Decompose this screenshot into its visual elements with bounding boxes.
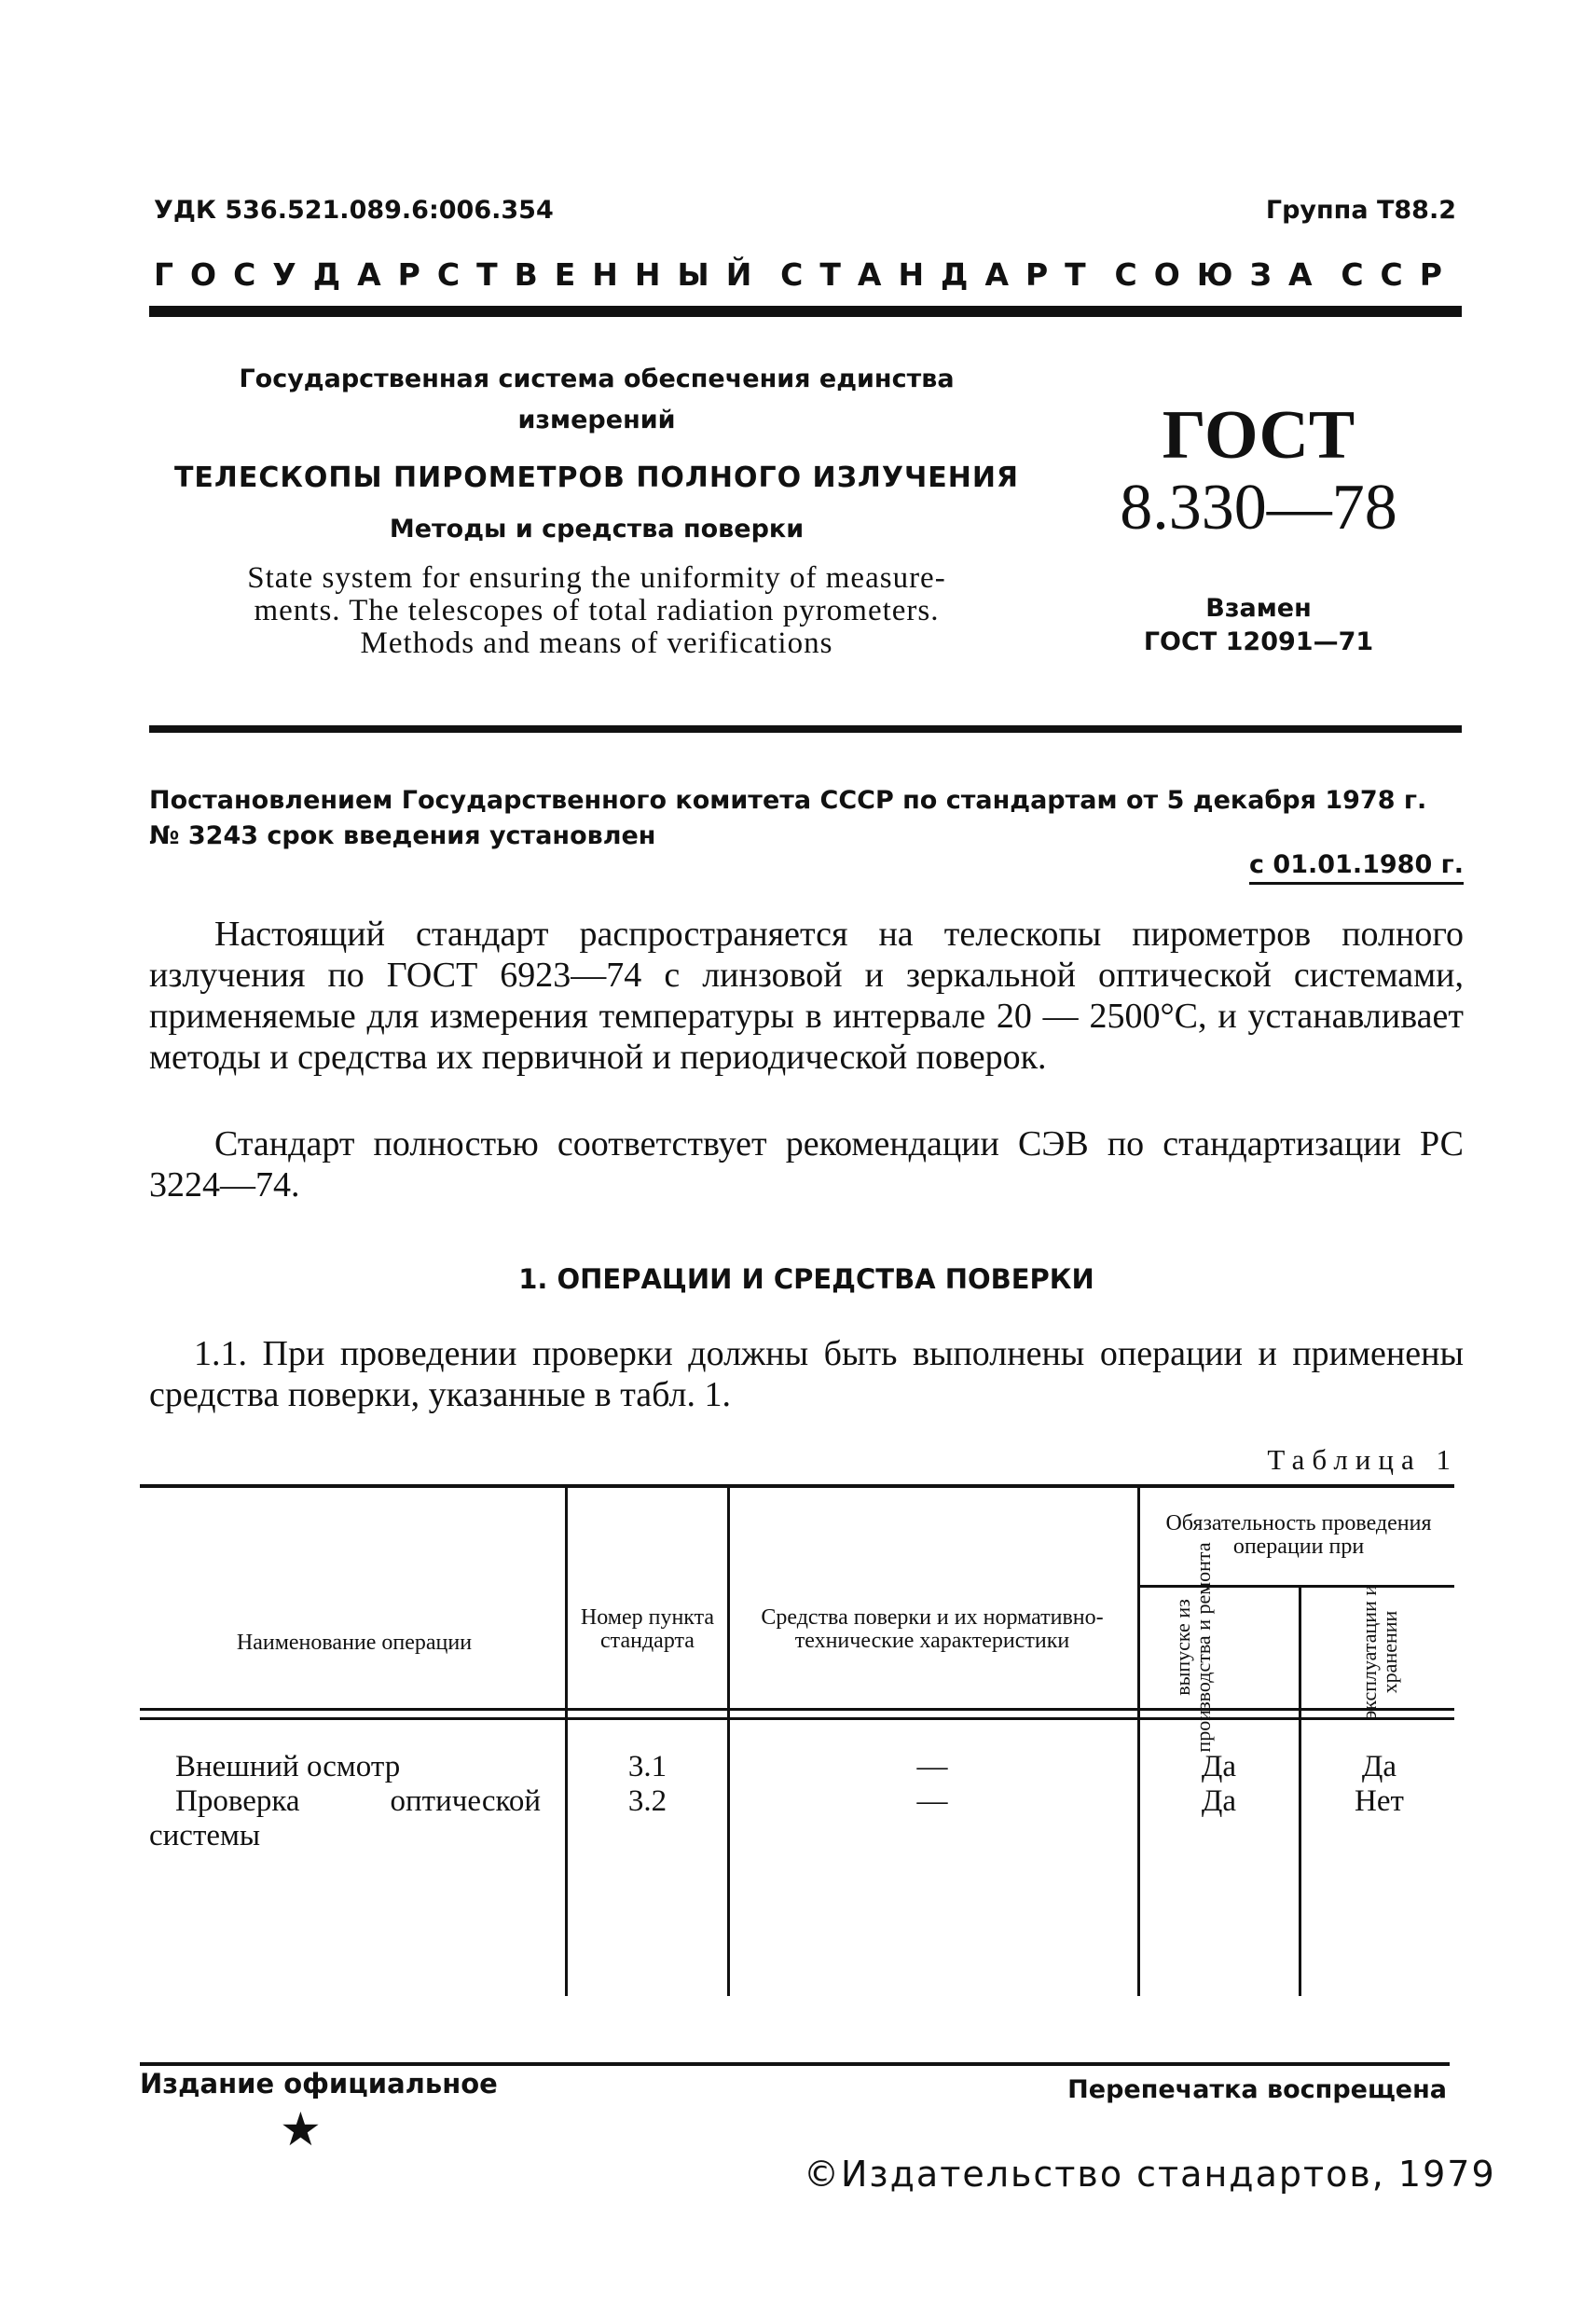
system-title [149,359,1044,441]
title-block [149,359,1044,660]
banner-word-2: СТАНДАРТ [780,256,1103,293]
section-heading: 1. ОПЕРАЦИИ И СРЕДСТВА ПОВЕРКИ [518,1263,1094,1295]
star-icon: ★ [280,2102,322,2156]
gost-number: 8.330—78 [1120,472,1397,544]
english-title-line-2: ments. The telescopes of total radiation pyrometers. [254,594,940,627]
system-title-line-1: Государственная система обеспечения единства [239,365,955,393]
row-2-item: 3.2 [627,1784,667,1818]
gost-label: ГОСТ [1162,397,1355,474]
table-col-divider-4 [1299,1588,1301,1996]
banner-word-4: ССР [1341,256,1459,293]
methods-title: Методы и средства поверки [389,515,805,544]
paragraph-1-1: 1.1. При проведении проверки должны быть выполнены операции и применены средства поверки, указанные в табл. 1. [149,1334,1464,1414]
row-1-means: — [916,1750,948,1783]
group-code: Группа Т88.2 [1265,196,1456,225]
banner-word-3: СОЮЗА [1114,256,1329,293]
row-1-release: Да [1201,1750,1237,1783]
header-operation-storage: эксплуатации и хранении [1357,1584,1401,1720]
publisher-copyright: ©Издательство стандартов, 1979 [804,2154,1496,2195]
edition-note: Издание официальное [140,2068,498,2100]
row-2-storage: Нет [1355,1784,1404,1818]
header-means: Средства поверки и их нормативно-технические характеристики [761,1605,1104,1653]
title-rule [149,725,1462,733]
header-release: выпуске из производства и ремонта [1171,1542,1215,1753]
header-rule [149,306,1462,317]
row-2-means: — [916,1784,948,1818]
paragraph-scope: Настоящий стандарт распространяется на телескопы пирометров полного излучения по ГОСТ 6923—74 с линзовой и зеркальной оптической системами, применяемые для измерения температуры в интервале 20 — 2500°С, и устанавливает методы и средства их первичной и периодической поверок. [149,915,1464,1077]
row-2-operation: Проверка оптической системы [149,1784,541,1852]
header-operation: Наименование операции [236,1631,473,1655]
system-title-line-2: измерений [517,406,676,434]
product-title: ТЕЛЕСКОПЫ ПИРОМЕТРОВ ПОЛНОГО ИЗЛУЧЕНИЯ [173,461,1020,494]
paragraph-compliance: Стандарт полностью соответствует рекомендации СЭВ по стандартизации РС 3224—74. [149,1124,1464,1205]
banner-word-1: ГОСУДАРСТВЕННЫЙ [154,256,769,293]
udk-code: УДК 536.521.089.6:006.354 [154,196,554,225]
table-col-divider-3 [1137,1488,1140,1996]
header-item-number: Номер пункта стандарта [580,1605,715,1653]
replaces-number: ГОСТ 12091—71 [1143,627,1374,656]
decree-text: Постановлением Государственного комитета СССР по стандартам от 5 декабря 1978 г. № 3243 срок введения установлен [149,786,1427,850]
replaces-label: Взамен [1205,594,1312,623]
row-1-item: 3.1 [627,1750,667,1783]
english-title [149,562,1044,660]
state-standard-banner [154,256,1459,293]
row-1-operation: Внешний осмотр [175,1750,401,1783]
table-header-rule-1 [140,1708,1454,1711]
table-header-rule-2 [140,1717,1454,1720]
table-top-rule [140,1484,1454,1488]
row-1-storage: Да [1361,1750,1397,1783]
table-col-divider-2 [727,1488,730,1996]
table-label: Таблица 1 [1267,1443,1458,1476]
row-2-release: Да [1201,1784,1237,1818]
footer-rule [140,2062,1450,2066]
decree-date: с 01.01.1980 г. [1249,850,1464,885]
english-title-line-3: Methods and means of verifications [360,626,833,660]
table-col-divider-1 [565,1488,568,1996]
english-title-line-1: State system for ensuring the uniformity of measure- [247,561,946,595]
reprint-note: Перепечатка воспрещена [1067,2075,1447,2104]
header-mandatory: Обязательность проведения операции при [1165,1511,1432,1559]
